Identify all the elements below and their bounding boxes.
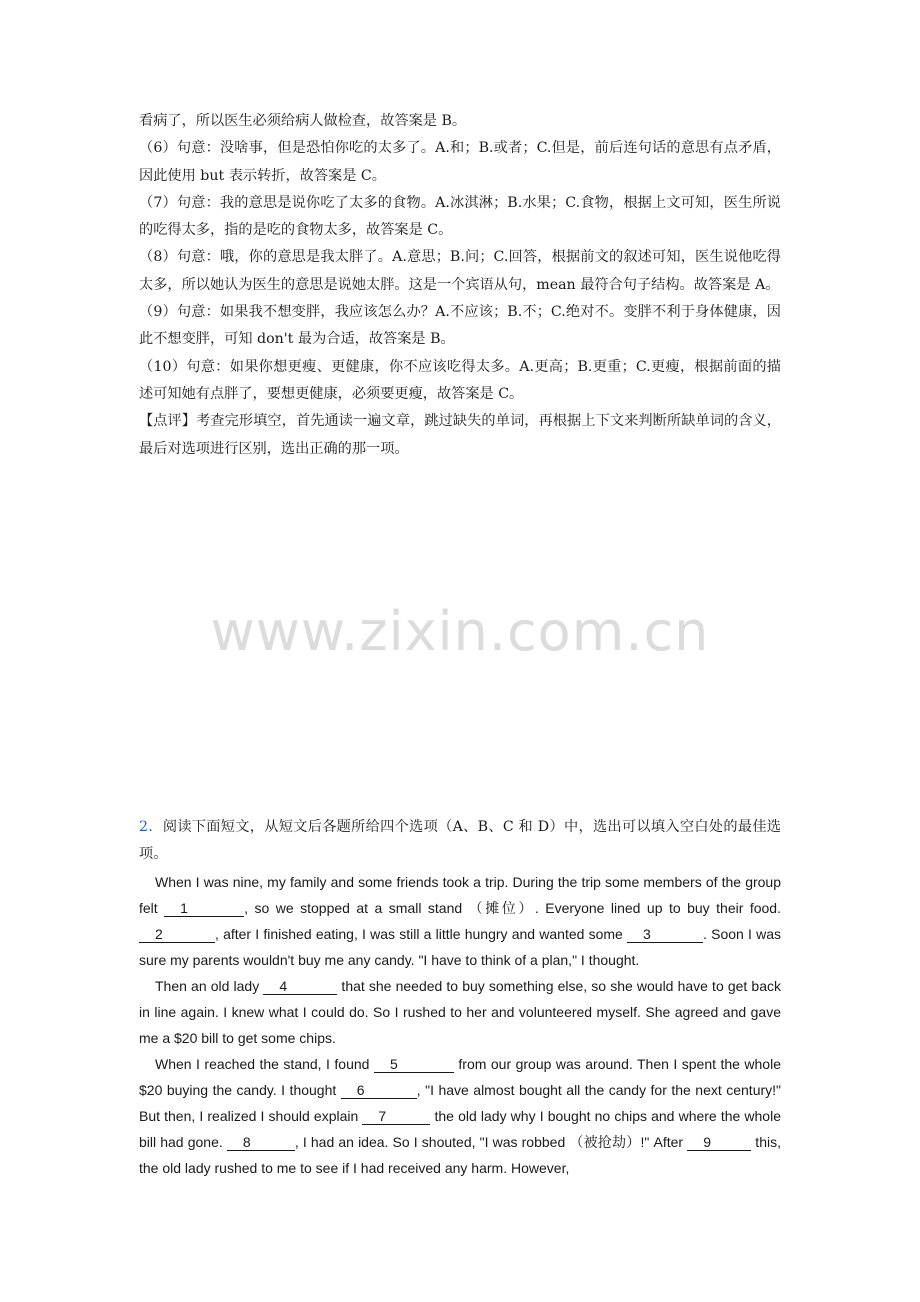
passage-text: , after I finished eating, I was still a little hungry and wanted some <box>215 925 628 942</box>
answer-line-continued: 看病了，所以医生必须给病人做检查，故答案是 B。 <box>139 113 467 129</box>
answer-9: （9）句意：如果我不想变胖，我应该怎么办？A.不应该；B.不；C.绝对不。变胖不利于身体健康，因此不想变胖，可知 don't 最为合适，故答案是 B。 <box>139 304 781 348</box>
answer-7: （7）句意：我的意思是说你吃了太多的食物。A.冰淇淋；B.水果；C.食物，根据上文可知，医生所说的吃得太多，指的是吃的食物太多，故答案是 C。 <box>139 194 781 239</box>
answer-10: （10）句意：如果你想更瘦、更健康，你不应该吃得太多。A.更高；B.更重；C.更瘦，根据前面的描述可知她有点胖了，要想更健康，必须要更瘦，故答案是 C。 <box>139 358 781 402</box>
blank-3[interactable]: 3 <box>627 926 703 943</box>
passage-text: from our group was around. Then I spent the whole $20 buying the candy. I thought <box>139 1055 781 1098</box>
watermark: www.zixin.com.cn <box>210 600 710 663</box>
question-number: 2． <box>139 819 163 835</box>
question-instruction <box>139 814 781 869</box>
blank-4[interactable]: 4 <box>263 978 337 995</box>
passage-text: the old lady why I bought no chips and where the whole bill had gone. <box>139 1107 781 1150</box>
passage-text: When I reached the stand, I found <box>155 1055 374 1072</box>
blank-6[interactable]: 6 <box>341 1082 417 1099</box>
commentary: 【点评】考查完形填空，首先通读一遍文章，跳过缺失的单词，再根据上下文来判断所缺单词的含义，最后对选项进行区别，选出正确的那一项。 <box>139 413 781 457</box>
passage-paragraph-2 <box>139 973 781 1051</box>
passage-text: . Soon I was sure my parents wouldn't buy me any candy. "I have to think of a plan," I thought. <box>139 925 781 968</box>
question-2 <box>139 814 781 1181</box>
blank-9[interactable]: 9 <box>687 1134 751 1151</box>
passage-text: , so we stopped at a small stand （摊位）. Everyone lined up to buy their food. <box>244 899 781 916</box>
answer-explanations <box>139 108 781 463</box>
passage-text: this, the old lady rushed to me to see if I had received any harm. However, <box>139 1133 781 1176</box>
blank-7[interactable]: 7 <box>362 1108 430 1125</box>
blank-2[interactable]: 2 <box>139 926 215 943</box>
passage-text: , I had an idea. So I shouted, "I was robbed （被抢劫）!" After <box>294 1133 688 1150</box>
answer-6: （6）句意：没啥事，但是恐怕你吃的太多了。A.和；B.或者；C.但是，前后连句话的意思有点矛盾，因此使用 but 表示转折，故答案是 C。 <box>139 140 781 184</box>
passage-paragraph-1 <box>139 869 781 973</box>
passage-text: When I was nine, my family and some friends took a trip. During the trip some members of the group felt <box>139 873 781 916</box>
passage-text: Then an old lady <box>155 977 264 994</box>
blank-8[interactable]: 8 <box>227 1134 295 1151</box>
passage-text: that she needed to buy something else, so she would have to get back in line again. I knew what I could do. So I rushed to her and volunteered myself. She agreed and gave me a $20 bill to get some chips. <box>139 977 781 1046</box>
passage-paragraph-3 <box>139 1051 781 1181</box>
instruction-text: 阅读下面短文，从短文后各题所给四个选项（A、B、C 和 D）中，选出可以填入空白处的最佳选项。 <box>139 819 781 863</box>
answer-8: （8）句意：哦，你的意思是我太胖了。A.意思；B.问；C.回答，根据前文的叙述可知，医生说他吃得太多，所以她认为医生的意思是说她太胖。这是一个宾语从句，mean 最符合句子结构。故答案是 A。 <box>139 249 781 293</box>
blank-1[interactable]: 1 <box>164 900 244 917</box>
passage-text: , "I have almost bought all the candy for the next century!" But then, I realized I should explain <box>139 1081 781 1124</box>
blank-5[interactable]: 5 <box>374 1056 454 1073</box>
